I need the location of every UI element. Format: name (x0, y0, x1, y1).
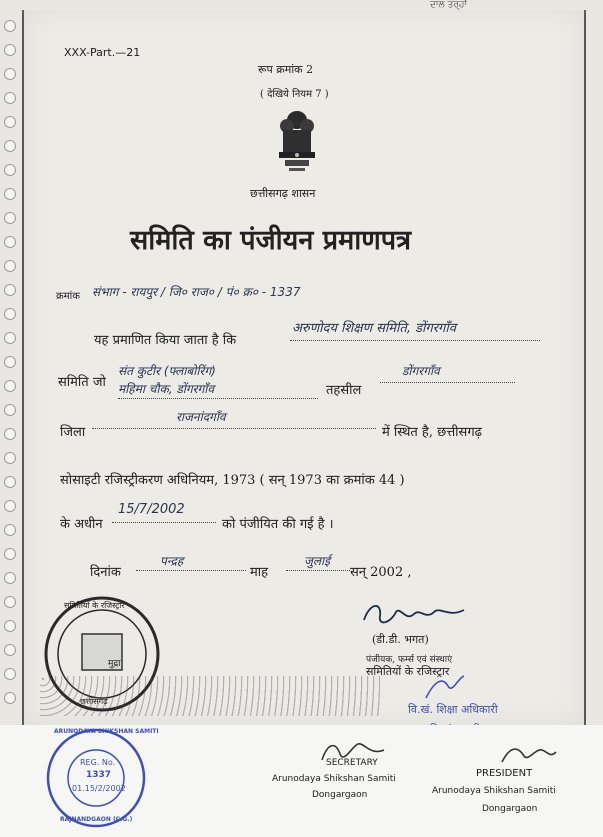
president-signature (498, 740, 558, 768)
scan-noise (40, 676, 380, 716)
binder-holes (2, 20, 18, 820)
district-value: राजनांदगाँव (176, 410, 226, 424)
address-line (118, 398, 318, 399)
month-value: जुलाई (304, 554, 331, 568)
society-seal-text: ARUNODAYA SHIKSHAN SAMITI (54, 728, 159, 735)
month-line (286, 570, 350, 571)
society-seal-place: RAJNANDGAON (C.G.) (60, 816, 133, 823)
officer-signature (420, 672, 470, 702)
day-value: पन्द्रह (160, 554, 184, 568)
registrar-seal-center: मुद्रा (108, 659, 121, 669)
part-reference: XXX-Part.—21 (64, 46, 141, 59)
president-place: Dongargaon (482, 804, 538, 814)
society-name-line (290, 340, 540, 341)
samiti-label: समिति जो (58, 375, 106, 390)
registrar-seal-state: छत्तीसगढ़ (80, 697, 108, 706)
act-text: सोसाइटी रजिस्ट्रीकरण अधिनियम, 1973 ( सन् 1973 का क्रमांक 44 ) (60, 473, 405, 488)
district-line (92, 428, 376, 429)
secretary-title: SECRETARY (326, 758, 378, 768)
year-label: सन् 2002 , (350, 565, 412, 580)
government-name: छत्तीसगढ़ शासन (250, 187, 316, 200)
society-name: अरुणोदय शिक्षण समिति, डोंगरगाँव (292, 321, 456, 336)
society-seal-reg-label: REG. No. (80, 758, 116, 767)
registrar-title-2: समितियों के रजिस्ट्रार (366, 665, 450, 678)
president-title: PRESIDENT (476, 768, 533, 779)
officer-stamp-line-1: वि.खं. शिक्षा अधिकारी (408, 703, 498, 716)
society-seal-reg-date: 01.15/2/2002 (72, 784, 126, 793)
president-org: Arunodaya Shikshan Samiti (432, 786, 556, 796)
registrar-signature (360, 598, 470, 632)
registration-date-line (112, 522, 216, 523)
form-number: रूप क्रमांक 2 (258, 63, 314, 76)
registrar-name: (डी.डी. भगत) (372, 633, 429, 646)
registered-text: को पंजीयित की गई है । (222, 517, 334, 532)
tehsil-value: डोंगरगाँव (402, 364, 440, 378)
reference-value: संभाग - रायपुर / जि० राज० / पं० क्र० - 1337 (92, 285, 301, 299)
district-label: जिला (60, 425, 86, 440)
page-title: समिति का पंजीयन प्रमाणपत्र (130, 225, 411, 256)
registrar-title-1: पंजीयक, फर्म्स एवं संस्थाएं (366, 655, 453, 665)
tehsil-label: तहसील (326, 383, 362, 398)
society-seal-reg-number: 1337 (86, 770, 112, 780)
day-line (136, 570, 246, 571)
address-line-2: महिमा चौक, डोंगरगाँव (118, 382, 215, 396)
top-scrawl: ਦਾਲ ਤਰ੍ਹਾਂ (430, 0, 467, 10)
rule-reference: ( देखिये नियम 7 ) (260, 89, 329, 100)
national-emblem-icon (275, 106, 319, 176)
under-label: के अधीन (60, 517, 103, 532)
secretary-place: Dongargaon (312, 790, 368, 800)
reference-label: क्रमांक (56, 291, 80, 302)
registration-date: 15/7/2002 (118, 502, 185, 517)
date-label: दिनांक (90, 565, 121, 580)
secretary-org: Arunodaya Shikshan Samiti (272, 774, 396, 784)
certify-text: यह प्रमाणित किया जाता है कि (94, 333, 237, 348)
tehsil-line (380, 382, 515, 383)
month-label: माह (250, 565, 269, 580)
address-line-1: संत कुटीर (फ्लाबोरिंग) (118, 364, 216, 378)
situated-text: में स्थित है, छत्तीसगढ़ (382, 425, 482, 440)
registrar-seal-text: समितियों के रजिस्ट्रार (64, 601, 125, 610)
